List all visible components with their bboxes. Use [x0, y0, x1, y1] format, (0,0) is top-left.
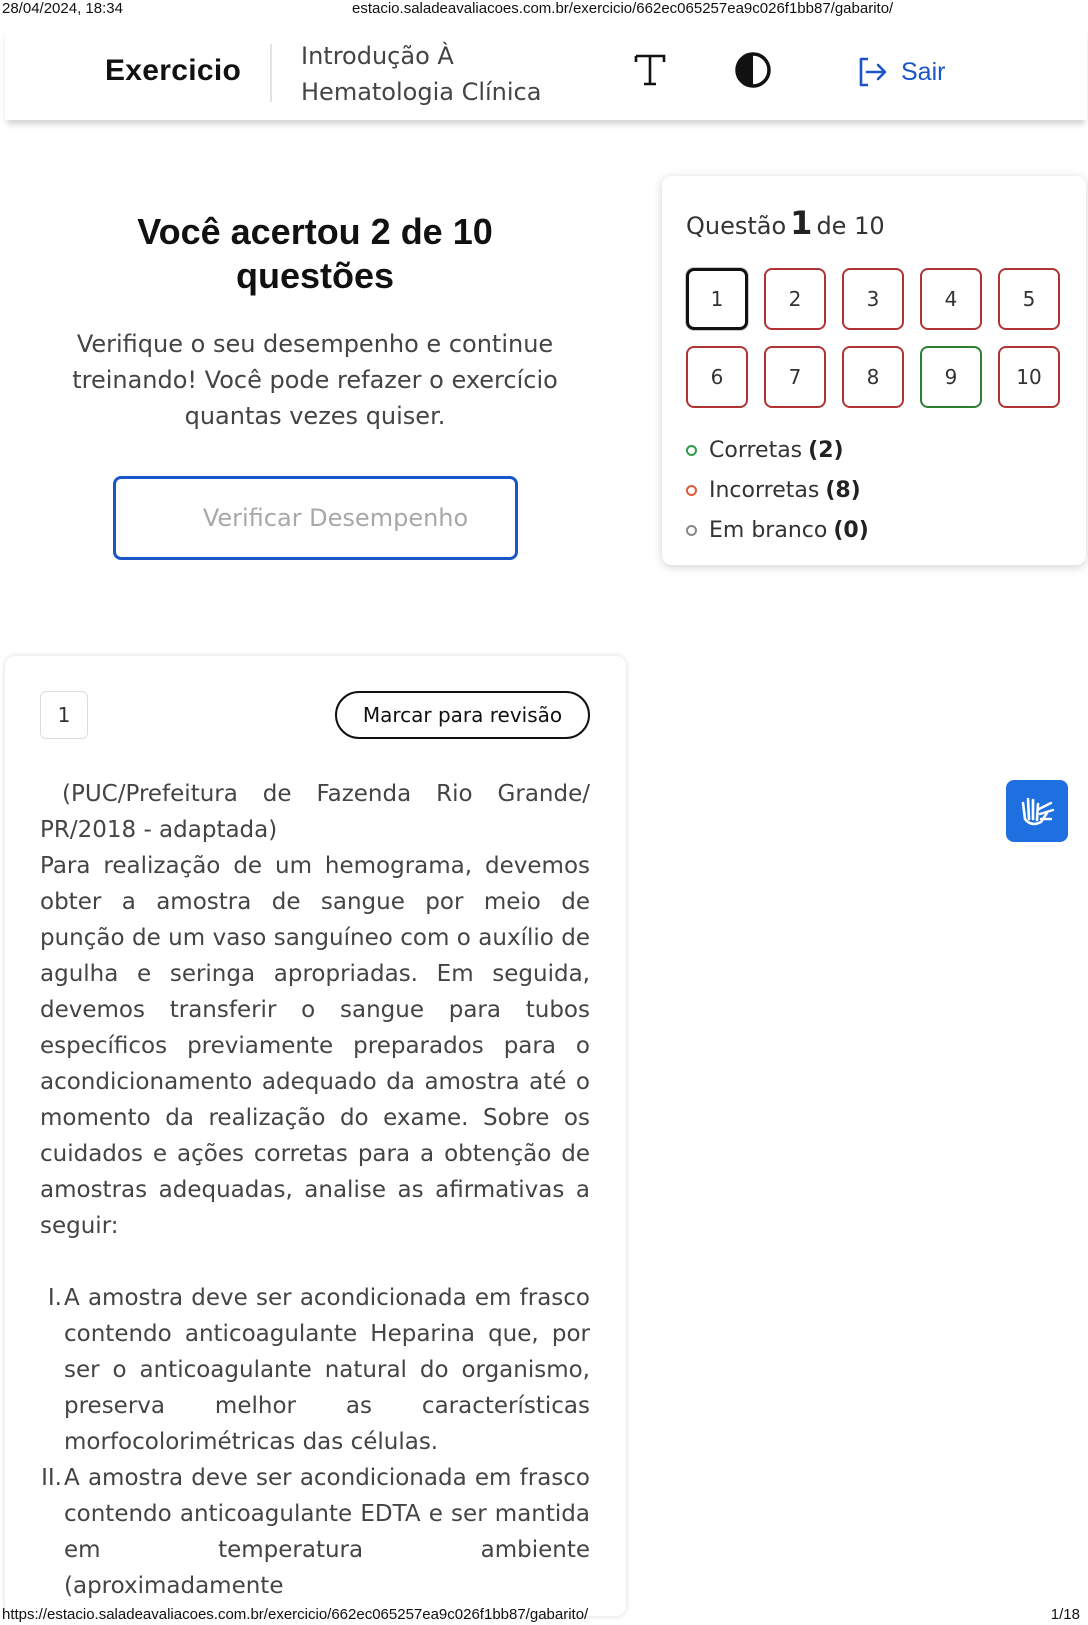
sign-language-button[interactable]	[1006, 780, 1068, 842]
counter-current: 1	[790, 204, 813, 242]
legend-blank-label: Em branco	[709, 517, 828, 543]
question-button-4[interactable]: 4	[920, 268, 982, 330]
question-button-10[interactable]: 10	[998, 346, 1060, 408]
question-button-7[interactable]: 7	[764, 346, 826, 408]
question-button-9[interactable]: 9	[920, 346, 982, 408]
brand-title: Exercicio	[105, 54, 242, 87]
question-grid	[686, 268, 1060, 408]
incorrect-dot-icon	[686, 485, 697, 496]
legend-blank	[686, 510, 869, 550]
question-counter	[686, 204, 885, 242]
blank-dot-icon	[686, 525, 697, 536]
question-button-8[interactable]: 8	[842, 346, 904, 408]
question-body	[40, 776, 590, 1604]
contrast-button[interactable]	[733, 50, 773, 90]
verify-performance-button[interactable]: Verificar Desempenho	[113, 476, 518, 560]
font-size-button[interactable]	[630, 48, 670, 92]
print-page-number: 1/18	[1050, 1606, 1080, 1623]
logout-icon	[855, 55, 889, 89]
question-button-6[interactable]: 6	[686, 346, 748, 408]
question-navigator	[662, 176, 1086, 565]
contrast-icon	[733, 50, 773, 90]
top-bar	[5, 26, 1087, 120]
print-url: estacio.saladeavaliacoes.com.br/exercicio/662ec065257ea9c026f1bb87/gabarito/	[352, 0, 894, 17]
item-text: A amostra deve ser acondicionada em frasco contendo anticoagulante Heparina que, por ser o anticoagulante natural do organismo, preserva melhor as características morfocolorimétricas das células.	[64, 1285, 590, 1455]
question-statement: Para realização de um hemograma, devemos obter a amostra de sangue por meio de punção de um vaso sanguíneo com o auxílio de agulha e seringa apropriadas. Em seguida, devemos transferir o sangue para tubos específicos previamente preparados para o acondicionamento adequado da amostra até o momento da realização do exame. Sobre os cuidados e ações corretas para a obtenção de amostras adequadas, analise as afirmativas a seguir:	[40, 853, 590, 1239]
mark-for-review-button[interactable]: Marcar para revisão	[335, 691, 590, 739]
header-divider	[270, 44, 272, 102]
question-card	[5, 656, 626, 1616]
print-footer-url: https://estacio.saladeavaliacoes.com.br/exercicio/662ec065257ea9c026f1bb87/gabarito/	[2, 1606, 589, 1623]
item-text: A amostra deve ser acondicionada em frasco contendo anticoagulante EDTA e ser mantida em temperatura ambiente (aproximadamente	[64, 1465, 590, 1599]
legend-correct-label: Corretas	[709, 437, 803, 463]
question-button-1[interactable]: 1	[686, 268, 748, 330]
statement-list	[40, 1280, 590, 1604]
logout-button[interactable]	[855, 52, 945, 92]
question-number: 1	[40, 691, 88, 739]
list-item	[40, 1460, 590, 1604]
legend-incorrect-count: (8)	[825, 477, 861, 503]
sign-language-icon	[1015, 789, 1059, 833]
logout-label: Sair	[901, 57, 946, 86]
counter-prefix: Questão	[686, 212, 787, 240]
question-button-2[interactable]: 2	[764, 268, 826, 330]
list-item	[40, 1280, 590, 1460]
question-button-5[interactable]: 5	[998, 268, 1060, 330]
print-footer	[0, 1606, 1088, 1624]
item-numeral: II.	[41, 1465, 62, 1491]
print-datetime: 28/04/2024, 18:34	[2, 0, 123, 17]
question-source: (PUC/Prefeitura de Fazenda Rio Grande/ PR/2018 - adaptada)	[40, 781, 590, 843]
item-numeral: I.	[47, 1285, 62, 1311]
status-legend	[686, 430, 869, 550]
legend-correct-count: (2)	[808, 437, 844, 463]
result-summary	[60, 210, 570, 434]
result-title: Você acertou 2 de 10 questões	[137, 211, 493, 296]
question-button-3[interactable]: 3	[842, 268, 904, 330]
legend-correct	[686, 430, 869, 470]
course-title: Introdução À Hematologia Clínica	[301, 42, 542, 106]
legend-incorrect-label: Incorretas	[709, 477, 820, 503]
result-text: Verifique o seu desempenho e continue treinando! Você pode refazer o exercício quantas vezes quiser.	[72, 330, 558, 430]
font-size-icon	[630, 48, 670, 92]
legend-incorrect	[686, 470, 869, 510]
correct-dot-icon	[686, 445, 697, 456]
counter-suffix: de 10	[816, 212, 885, 240]
print-header	[0, 0, 1088, 18]
legend-blank-count: (0)	[833, 517, 869, 543]
